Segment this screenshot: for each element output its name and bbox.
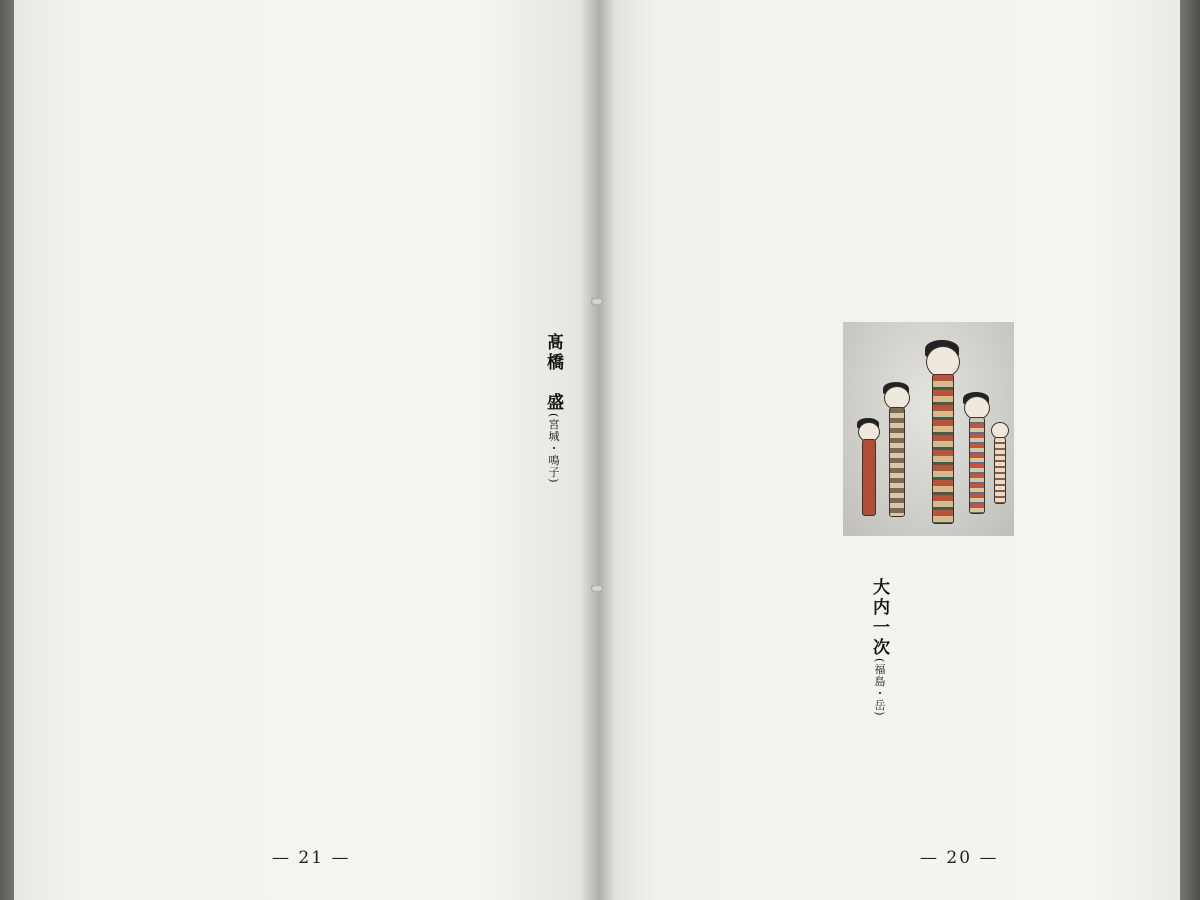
- table-surface-right: [1178, 0, 1200, 900]
- page-number: — 20 —: [920, 848, 999, 868]
- page-number: — 21 —: [272, 848, 351, 868]
- page-21: [14, 0, 598, 900]
- author-name: 髙橋 盛: [543, 333, 563, 413]
- author-origin: (宮城・鳴子): [547, 413, 560, 484]
- staple-hole: [591, 585, 603, 592]
- author-name: 大内一次: [869, 578, 889, 658]
- booklet-spread: [14, 0, 1180, 900]
- page-20: [598, 0, 1180, 900]
- author-byline-ouchi: [867, 578, 892, 717]
- staple-hole: [591, 298, 603, 305]
- kokeshi-photo: [843, 322, 1014, 536]
- gutter-shadow: [580, 0, 616, 900]
- author-origin: (福島・岳): [873, 658, 886, 717]
- author-byline-takahashi: [541, 333, 566, 484]
